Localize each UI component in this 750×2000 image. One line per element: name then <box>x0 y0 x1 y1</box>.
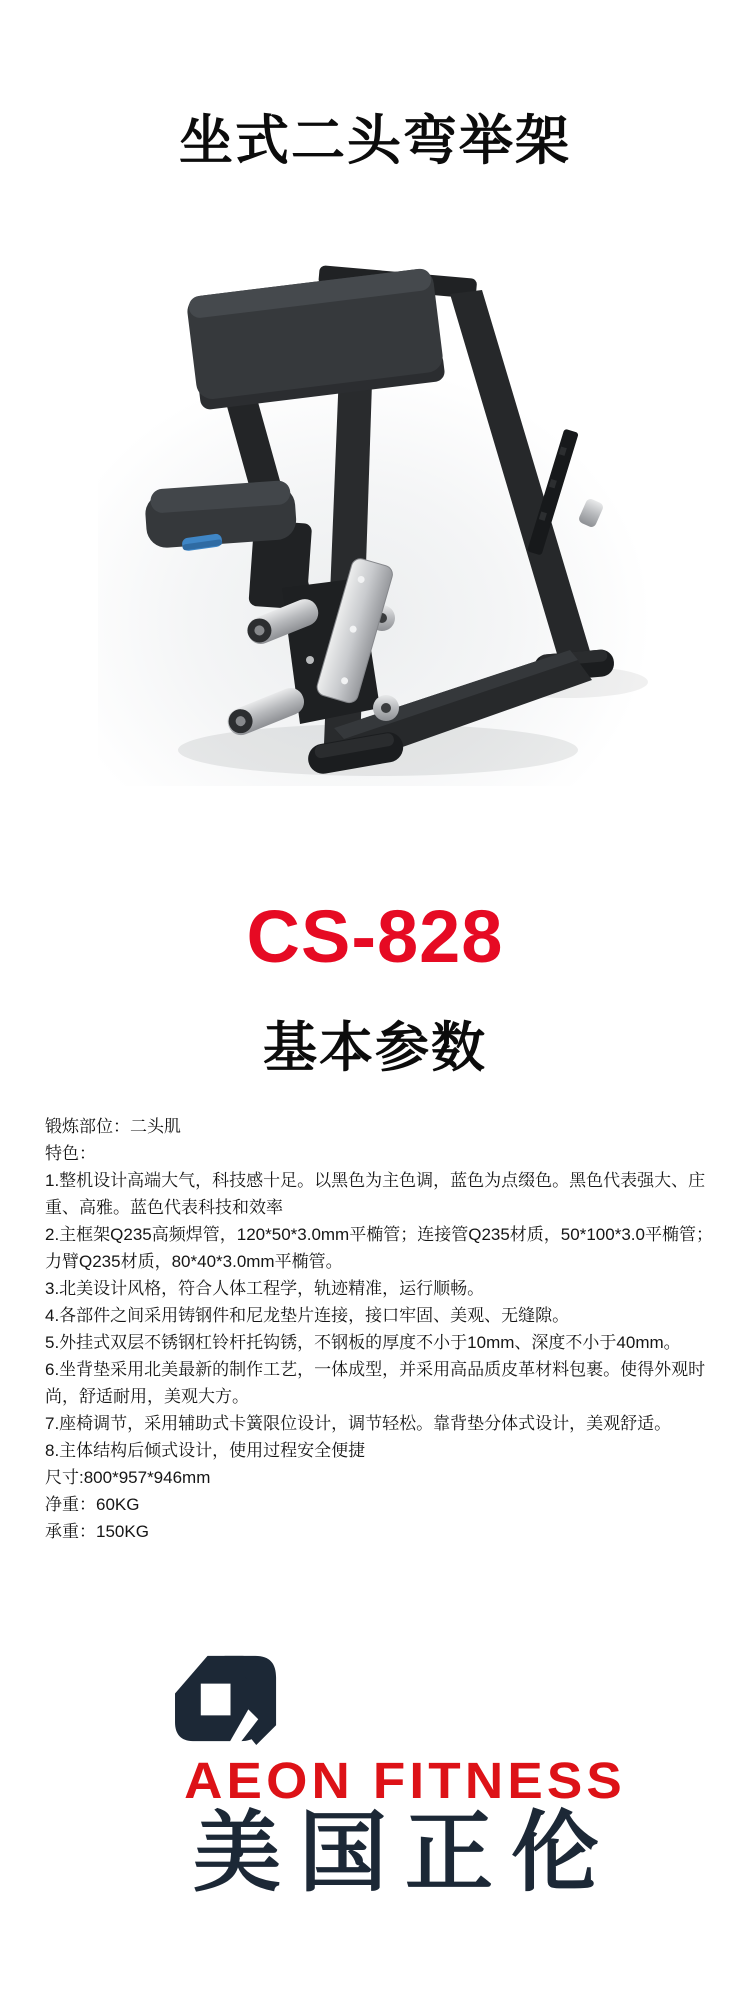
section-heading: 基本参数 <box>263 1018 487 1078</box>
spec-line-4: 4.各部件之间采用铸钢件和尼龙垫片连接，接口牢固、美观、无缝隙。 <box>45 1306 570 1325</box>
spec-line-net-weight: 净重：60KG <box>45 1495 140 1514</box>
spec-line-max-load: 承重：150KG <box>45 1522 149 1541</box>
spec-line-features-label: 特色： <box>45 1144 96 1163</box>
brand-name-en: AEON FITNESS <box>184 1752 626 1809</box>
spec-line-5: 5.外挂式双层不锈钢杠铃杆托钩锈，不钢板的厚度不小于10mm、深度不小于40mm。 <box>45 1333 681 1352</box>
spec-list <box>45 1113 721 1545</box>
bench-right-leg <box>450 290 592 664</box>
spec-line-1: 1.整机设计高端大气，科技感十足。以黑色为主色调，蓝色为点缀色。黑色代表强大、庄重、高雅。蓝色代表科技和效率 <box>45 1171 706 1217</box>
spec-line-7: 7.座椅调节，采用辅助式卡簧限位设计，调节轻松。靠背垫分体式设计，美观舒适。 <box>45 1414 672 1433</box>
model-number: CS-828 <box>246 895 504 978</box>
preacher-curl-bench-illustration <box>98 190 654 786</box>
spec-line-8: 8.主体结构后倾式设计，使用过程安全便捷 <box>45 1441 366 1460</box>
brand-name-cn: 美国正伦 <box>192 1803 617 1902</box>
spec-line-6: 6.坐背垫采用北美最新的制作工艺，一体成型，并采用高品质皮革材料包裹。使得外观时尚，舒适耐用，美观大方。 <box>45 1360 706 1406</box>
spec-line-3: 3.北美设计风格，符合人体工程学，轨迹精准，运行顺畅。 <box>45 1279 485 1298</box>
page-title: 坐式二头弯举架 <box>179 111 571 172</box>
product-image <box>98 190 654 786</box>
spec-line-dimensions: 尺寸:800*957*946mm <box>45 1468 211 1487</box>
spec-line-target-muscle: 锻炼部位：二头肌 <box>45 1117 181 1136</box>
spec-line-2: 2.主框架Q235高频焊管，120*50*3.0mm平椭管；连接管Q235材质，50*100*3.0平椭管；力臂Q235材质，80*40*3.0mm平椭管。 <box>45 1225 713 1271</box>
right-catch-bracket <box>577 497 604 528</box>
aeon-logo-mark-icon <box>170 1642 291 1749</box>
